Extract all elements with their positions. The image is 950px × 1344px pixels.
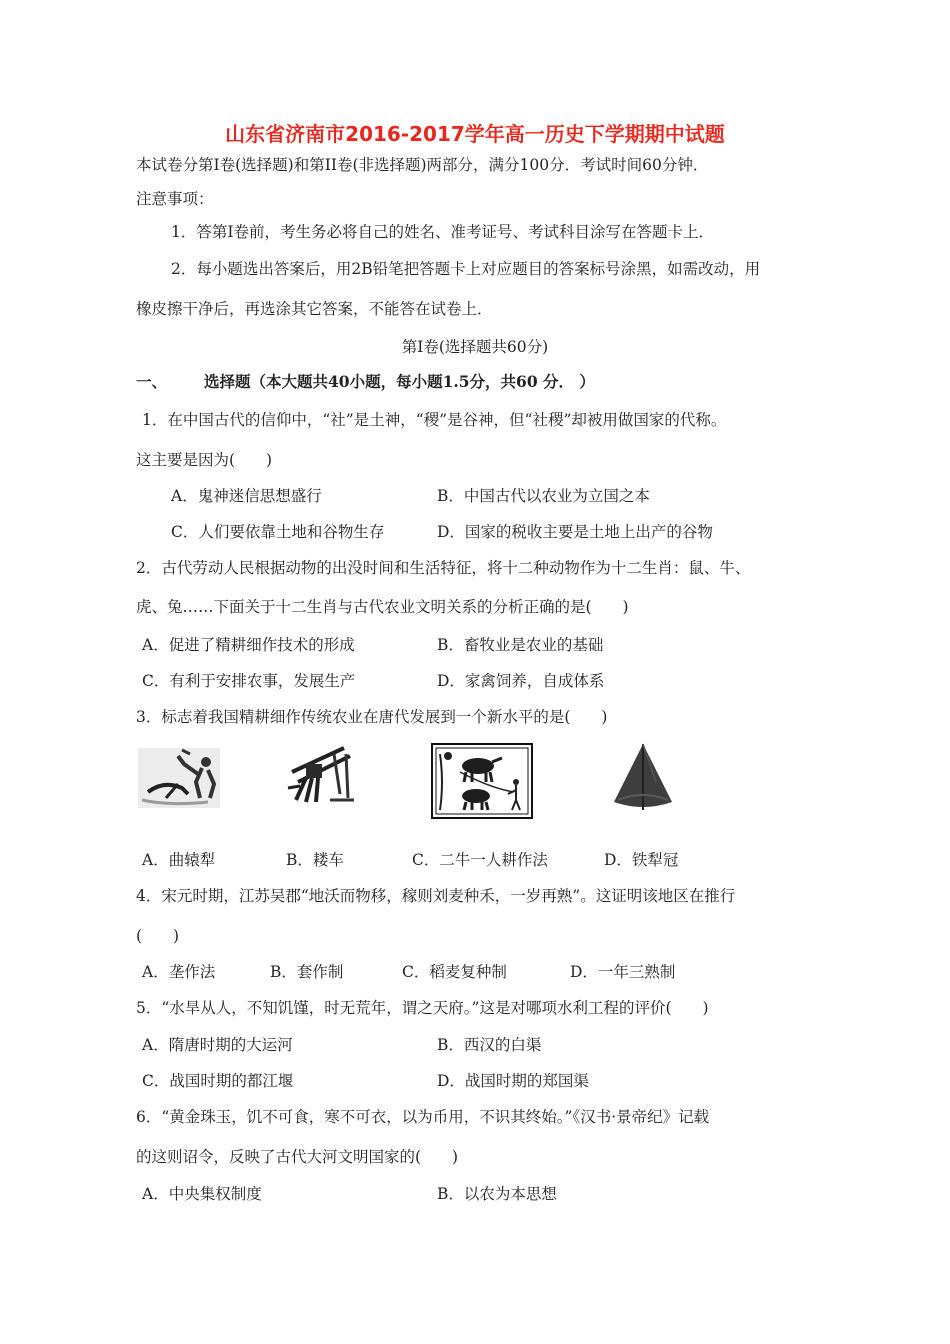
question-3-option-c: C．二牛一人耕作法 [412,851,548,869]
question-3-option-a: A．曲辕犁 [142,851,216,869]
question-2-option-b: B．畜牧业是农业的基础 [437,636,604,654]
question-4-option-a: A．垄作法 [142,963,216,981]
two-oxen-plowing-image [430,742,534,820]
question-4-option-b: B．套作制 [270,963,344,981]
question-4-option-d: D．一年三熟制 [570,963,676,981]
question-5-option-a: A．隋唐时期的大运河 [142,1036,293,1054]
question-2-option-d: D．家禽饲养，自成体系 [437,672,605,690]
question-3-stem: 3．标志着我国精耕细作传统农业在唐代发展到一个新水平的是( ) [136,708,608,726]
question-1-option-d: D．国家的税收主要是土地上出产的谷物 [437,523,713,541]
note-2-line-1: 2．每小题选出答案后，用2B铅笔把答题卡上对应题目的答案标号涂黑，如需改动，用 [171,260,761,278]
exam-intro: 本试卷分第I卷(选择题)和第II卷(非选择题)两部分，满分100分．考试时间60分钟． [136,156,709,174]
question-4-option-c: C．稻麦复种制 [402,963,507,981]
question-1-stem-line-2: 这主要是因为( ) [136,451,273,469]
part-heading: 选择题（本大题共40小题，每小题1.5分，共60 分． ） [204,372,595,391]
question-5-option-c: C．战国时期的都江堰 [142,1072,294,1090]
question-5-option-d: D．战国时期的郑国渠 [437,1072,589,1090]
question-1-option-a: A．鬼神迷信思想盛行 [171,487,322,505]
note-2-line-2: 橡皮擦干净后，再选涂其它答案，不能答在试卷上． [136,300,493,318]
question-2-stem-line-1: 2．古代劳动人民根据动物的出没时间和生活特征，将十二种动物作为十二生肖：鼠、牛、 [136,559,751,577]
question-6-option-b: B．以农为本思想 [437,1185,557,1203]
question-5-option-b: B．西汉的白渠 [437,1036,542,1054]
question-6-stem-line-1: 6．“黄金珠玉，饥不可食，寒不可衣，以为币用，不识其终始。”《汉书·景帝纪》记载 [136,1108,710,1126]
question-2-stem-line-2: 虎、兔……下面关于十二生肖与古代农业文明关系的分析正确的是( ) [136,598,629,616]
question-4-stem-line-2: ( ) [136,927,180,945]
question-4-stem-line-1: 4．宋元时期，江苏吴郡“地沃而物移，稼则刘麦种禾，一岁再熟”。这证明该地区在推行 [136,887,736,905]
iron-plowshare-image [610,742,676,814]
question-2-option-c: C．有利于安排农事，发展生产 [142,672,356,690]
question-2-option-a: A．促进了精耕细作技术的形成 [142,636,355,654]
question-3-option-b: B．耧车 [286,851,344,869]
section-title: 第I卷(选择题共60分) [401,338,549,356]
exam-title: 山东省济南市2016-2017学年高一历史下学期期中试题 [225,122,725,146]
question-6-option-a: A．中央集权制度 [142,1185,262,1203]
question-5-stem: 5．“水旱从人，不知饥馑，时无荒年，谓之天府。”这是对哪项水利工程的评价( ) [136,999,709,1017]
question-6-stem-line-2: 的这则诏令，反映了古代大河文明国家的( ) [136,1148,459,1166]
question-3-option-d: D．铁犁冠 [604,851,679,869]
curved-plough-image [138,748,220,808]
question-1-option-c: C．人们要依靠土地和谷物生存 [171,523,385,541]
question-1-stem-line-1: 1．在中国古代的信仰中，“社”是土神，“稷”是谷神，但“社稷”却被用做国家的代称。 [142,411,727,429]
note-1: 1．答第I卷前，考生务必将自己的姓名、准考证号、考试科目涂写在答题卡上． [171,223,714,241]
part-number: 一、 [136,372,168,391]
seed-drill-image [284,742,354,808]
notes-heading: 注意事项： [136,190,214,208]
question-1-option-b: B．中国古代以农业为立国之本 [437,487,650,505]
